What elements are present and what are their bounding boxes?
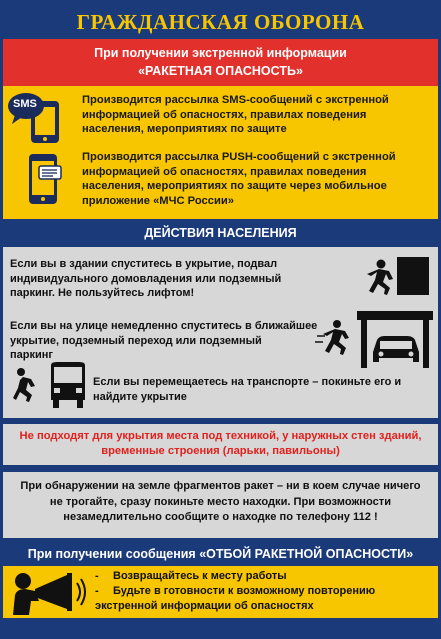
text-line: информацией об опасностях, правилах поведения [82, 165, 367, 178]
text-line: укрытие, подземный переход или подземный [10, 334, 262, 347]
actions-panel [3, 247, 438, 418]
sms-label: SMS [13, 98, 37, 110]
text-line: индивидуального домовладения или подземный [10, 272, 282, 285]
text-line: При обнаружении на земле фрагментов ракет – ни в коем случае ничего [20, 480, 421, 492]
street-text [10, 319, 317, 363]
text-line: Если вы на улице немедленно спуститесь в ближайшее [10, 320, 318, 332]
sms-text [82, 93, 389, 137]
list-item [95, 584, 375, 599]
warning-line: Не подходят для укрытия места под техникой, у наружных стен зданий, [19, 430, 422, 442]
text-line: паркинг. Не пользуйтесь лифтом! [10, 287, 195, 300]
sms-phone-icon [7, 91, 65, 145]
text-line: паркинг [10, 349, 53, 362]
all-clear-heading: При получении сообщения «ОТБОЙ РАКЕТНОЙ ОПАСНОСТИ» [27, 547, 414, 561]
item-text: Будьте в готовности к возможному повторению [113, 585, 376, 597]
text-line: незамедлительно сообщите о находке по телефону 112 ! [63, 511, 378, 523]
text-line: найдите укрытие [93, 390, 187, 403]
all-clear-list [95, 569, 375, 614]
text-line: Если вы в здании спуститесь в укрытие, подвал [10, 258, 278, 270]
running-to-garage-icon [315, 310, 435, 370]
fragments-panel [3, 472, 438, 538]
running-from-bus-icon [13, 362, 89, 410]
push-phone-icon [27, 152, 63, 208]
text-line: населения, мероприятиях по защите через мобильное [82, 180, 387, 192]
transport-text [93, 375, 401, 404]
text-line: Производится рассылка PUSH-сообщений с экстренной [82, 151, 396, 163]
push-text [82, 150, 396, 208]
text-line: населения, мероприятиях по защите [82, 123, 287, 135]
bullet: - [95, 570, 99, 582]
text-line: приложение «МЧС России» [82, 194, 234, 207]
alert-banner [3, 39, 438, 86]
bullet: - [95, 585, 99, 597]
item-text: Возвращайтесь к месту работы [113, 570, 287, 582]
banner-line: При получении экстренной информации [94, 46, 347, 60]
running-to-door-icon [359, 255, 431, 299]
text-line: не трогайте, сразу покиньте место находки. При возможности [49, 495, 392, 508]
text-line: Производится рассылка SMS-сообщений с экстренной [82, 94, 389, 106]
warning-panel [3, 424, 438, 465]
text-line: информацией об опасностях, правилах поведения [82, 108, 367, 121]
page-title: ГРАЖДАНСКАЯ ОБОРОНА [76, 10, 365, 34]
warning-line: временные строения (ларьки, павильоны) [101, 445, 340, 457]
notification-panel [3, 86, 438, 219]
megaphone-icon [9, 571, 87, 615]
list-item [95, 569, 375, 584]
actions-heading: ДЕЙСТВИЯ НАСЕЛЕНИЯ [144, 226, 297, 240]
banner-line: «РАКЕТНАЯ ОПАСНОСТЬ» [138, 64, 303, 78]
all-clear-panel [3, 566, 438, 618]
list-item-continuation [95, 599, 375, 614]
text-line: Если вы перемещаетесь на транспорте – покиньте его и [93, 376, 402, 388]
item-text: экстренной информации об опасностях [95, 600, 314, 612]
building-text [10, 257, 281, 301]
